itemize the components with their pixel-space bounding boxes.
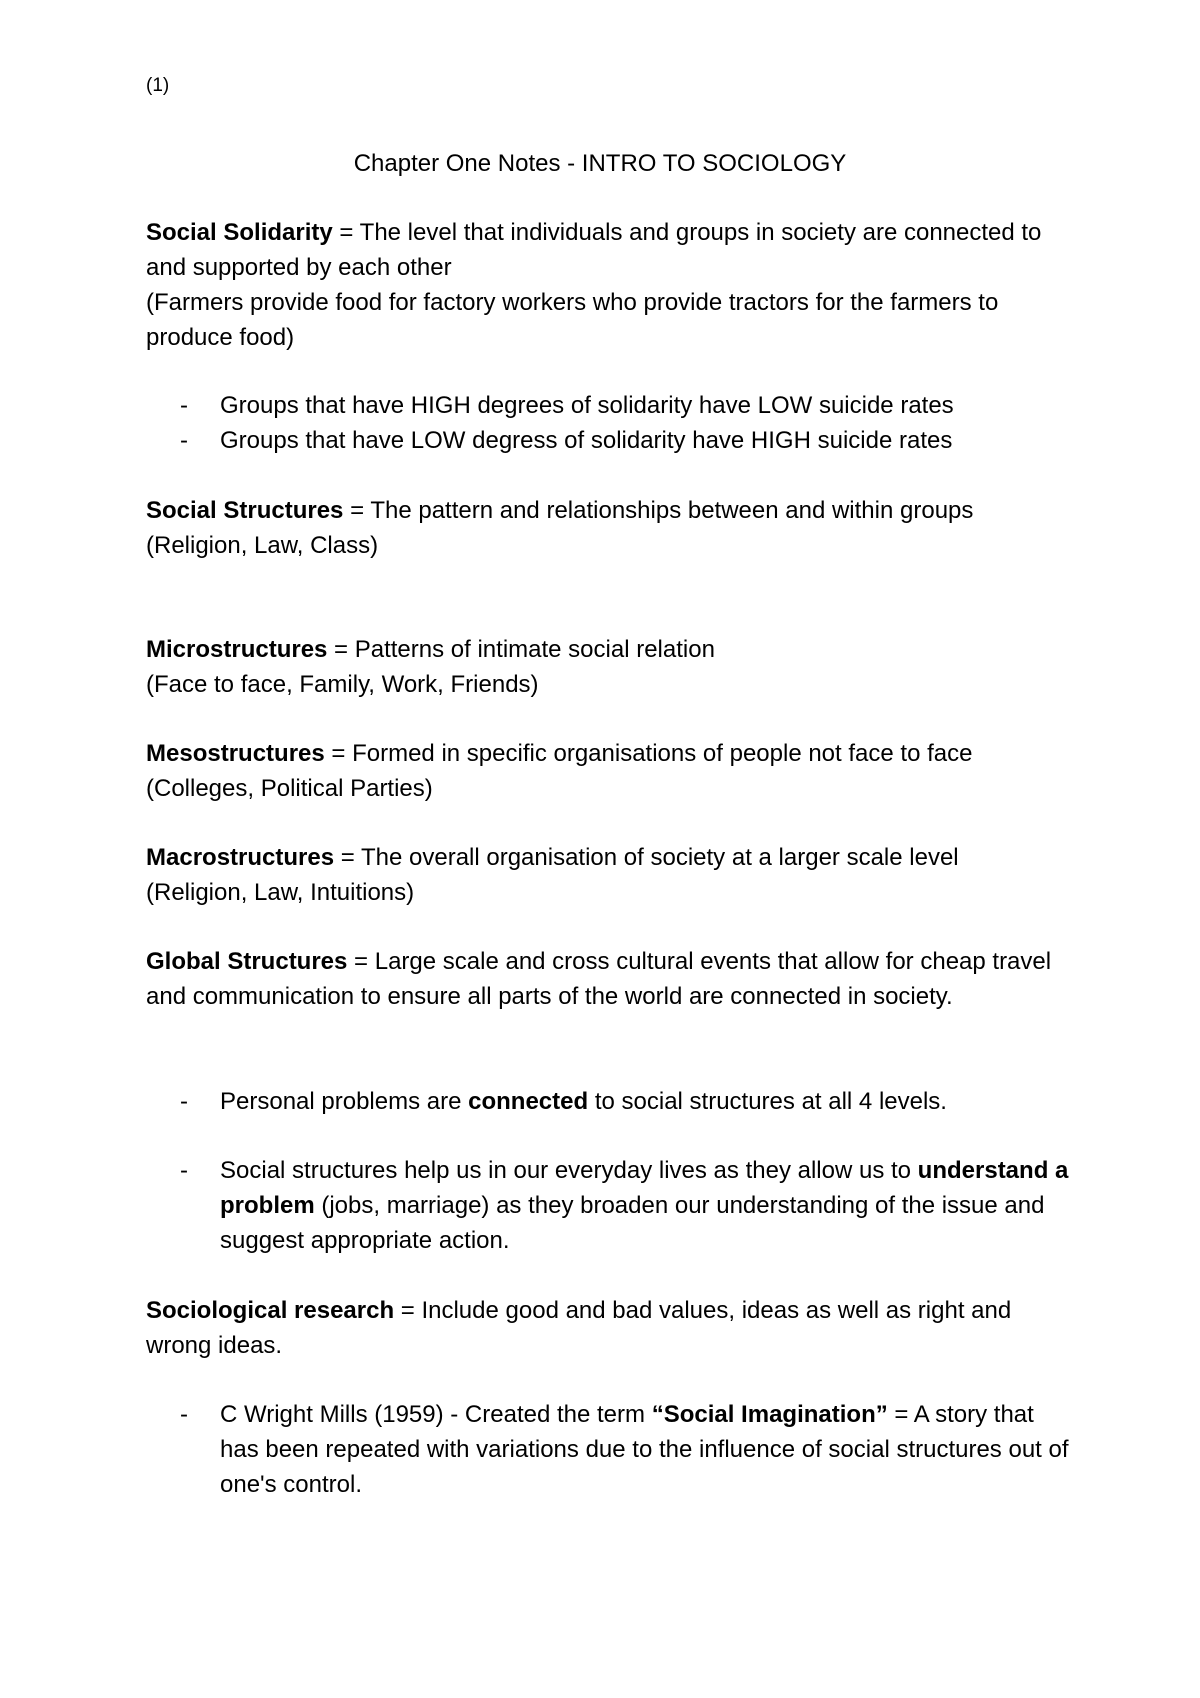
bullet-text xyxy=(220,1153,1070,1258)
social-solidarity-term: Social Solidarity xyxy=(146,219,333,246)
bullet-dash: - xyxy=(180,427,188,454)
social-structures-example: (Religion, Law, Class) xyxy=(146,532,379,559)
mesostructures-text: = Formed in specific organisations of people not face to face xyxy=(324,740,973,767)
global-structures-definition xyxy=(146,944,1076,1014)
bullet-dash: - xyxy=(180,1157,188,1184)
social-structures-section xyxy=(146,493,1076,563)
bullet-emphasis: understand a problem xyxy=(220,1157,1069,1219)
social-structures-term: Social Structures xyxy=(146,497,344,524)
microstructures-definition xyxy=(146,632,1076,667)
bullet-text-part: Social structures help us in our everyday lives as they allow us to xyxy=(220,1157,918,1184)
social-solidarity-text: = The level that individuals and groups in society are connected to and supported by each other xyxy=(146,219,1042,281)
mesostructures-term: Mesostructures xyxy=(146,740,325,767)
social-solidarity-example: (Farmers provide food for factory workers who provide tractors for the farmers to produce food) xyxy=(146,289,999,351)
bullet-text-part: to social structures at all 4 levels. xyxy=(588,1088,947,1115)
bullet-dash: - xyxy=(180,392,188,419)
macrostructures-term: Macrostructures xyxy=(146,844,335,871)
social-solidarity-section xyxy=(146,215,1076,355)
bullet-dash: - xyxy=(180,1088,188,1115)
page-number: (1) xyxy=(146,75,170,96)
bullet-text xyxy=(220,1397,1070,1502)
microstructures-term: Microstructures xyxy=(146,636,328,663)
macrostructures-text: = The overall organisation of society at a larger scale level xyxy=(334,844,959,871)
bullet-emphasis: “Social Imagination” xyxy=(651,1401,888,1428)
social-structures-definition xyxy=(146,493,1076,528)
microstructures-example: (Face to face, Family, Work, Friends) xyxy=(146,671,539,698)
bullet-text-part: Personal problems are xyxy=(220,1088,469,1115)
microstructures-text: = Patterns of intimate social relation xyxy=(327,636,715,663)
bullet-text-part: (jobs, marriage) as they broaden our understanding of the issue and suggest appropriate action. xyxy=(220,1192,1045,1254)
sociological-research-definition xyxy=(146,1293,1076,1363)
mesostructures-definition xyxy=(146,736,1076,771)
macrostructures-definition xyxy=(146,840,1076,875)
macrostructures-example: (Religion, Law, Intuitions) xyxy=(146,879,415,906)
bullet-text-part: = A story that has been repeated with variations due to the influence of social structures out of one's control. xyxy=(220,1401,1069,1498)
bullet-emphasis: connected xyxy=(468,1088,589,1115)
sociological-research-term: Sociological research xyxy=(146,1297,395,1324)
global-structures-text: = Large scale and cross cultural events that allow for cheap travel and communication to ensure all parts of the world are connected in society. xyxy=(146,948,1052,1010)
bullet-text: Groups that have LOW degress of solidarity have HIGH suicide rates xyxy=(220,427,953,454)
social-solidarity-definition xyxy=(146,215,1076,285)
global-structures-term: Global Structures xyxy=(146,948,348,975)
sociological-research-text: = Include good and bad values, ideas as well as right and wrong ideas. xyxy=(146,1297,1012,1359)
global-structures-section xyxy=(146,944,1076,1014)
bullet-text xyxy=(220,1084,1070,1119)
mesostructures-section xyxy=(146,736,1076,806)
macrostructures-section xyxy=(146,840,1076,910)
social-structures-text: = The pattern and relationships between and within groups xyxy=(343,497,974,524)
mesostructures-example: (Colleges, Political Parties) xyxy=(146,775,433,802)
bullet-text: Groups that have HIGH degrees of solidarity have LOW suicide rates xyxy=(220,392,954,419)
microstructures-section xyxy=(146,632,1076,702)
bullet-dash: - xyxy=(180,1401,188,1428)
bullet-text-part: C Wright Mills (1959) - Created the term xyxy=(220,1401,652,1428)
sociological-research-section xyxy=(146,1293,1076,1363)
page-title: Chapter One Notes - INTRO TO SOCIOLOGY xyxy=(353,150,847,177)
